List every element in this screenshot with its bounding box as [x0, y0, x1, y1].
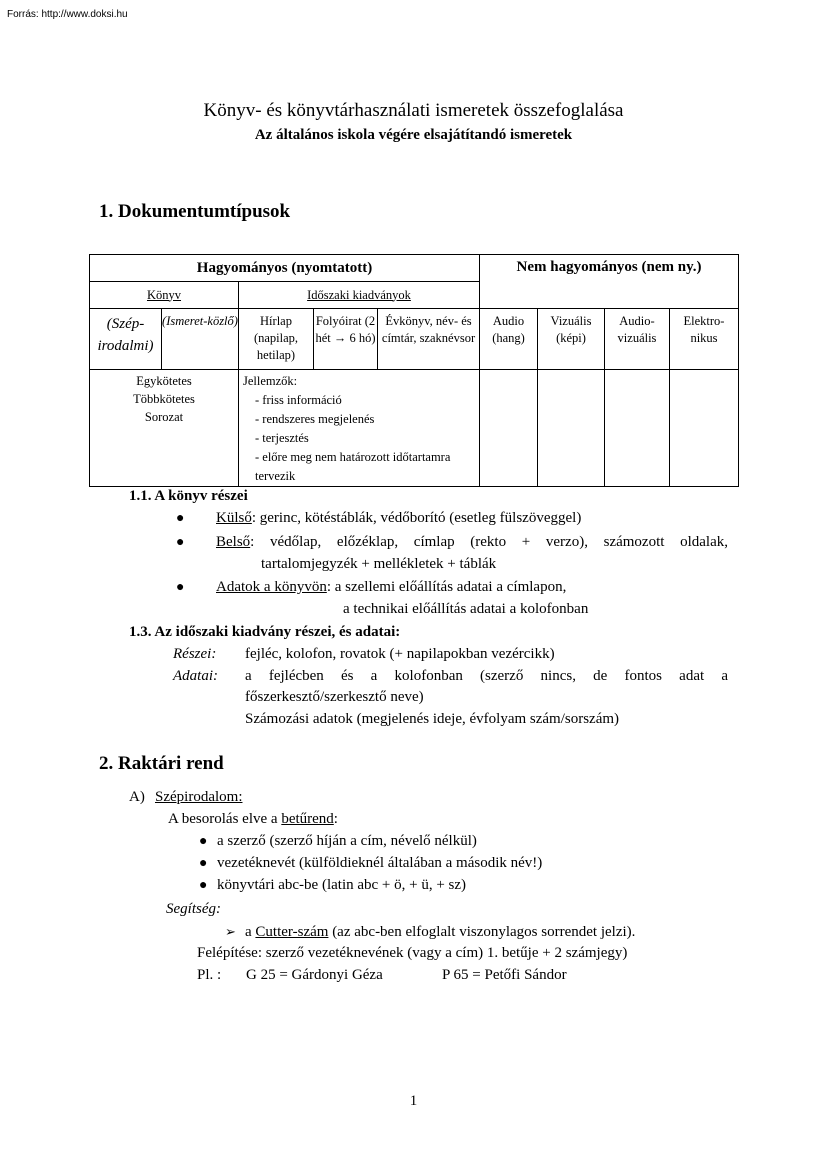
header-book: Könyv — [146, 287, 182, 302]
data-text: a fejlécben és a kolofonban (szerző nincs, de fontos adat a — [245, 668, 728, 684]
empty-cell — [480, 370, 538, 487]
sort-rule: könyvtári abc-be (latin abc + ö, + ü, + sz) — [217, 877, 467, 893]
page-title: Könyv- és könyvtárhasználati ismeretek összefoglalása — [203, 100, 624, 121]
type-journal: Folyóirat (2 hét → 6 hó) — [314, 309, 378, 370]
cutter-structure: Felépítése: szerző vezetéknevének (vagy a cím) 1. betűje + 2 számjegy) — [197, 945, 628, 961]
book-data: Adatok a könyvön: a szellemi előállítás adatai a címlapon, — [216, 579, 567, 595]
section-a-prefix: A) — [129, 789, 145, 805]
classification-principle: A besorolás elve a betűrend: — [168, 811, 338, 827]
source-url: Forrás: http://www.doksi.hu — [7, 9, 128, 20]
header-periodicals: Időszaki kiadványok — [307, 287, 411, 302]
type-audiovisual: Audio-vizuális — [605, 309, 670, 370]
type-electronic: Elektro-nikus — [670, 309, 739, 370]
sort-rule: a szerző (szerző híján a cím, névelő nélkül) — [217, 833, 477, 849]
sort-rule: vezetéknevét (külföldieknél általában a második név!) — [217, 855, 543, 871]
book-kind: Egykötetes — [136, 374, 192, 388]
bullet-icon: ● — [176, 535, 185, 550]
section1-heading: 1. Dokumentumtípusok — [99, 201, 291, 222]
type-visual: Vizuális (képi) — [538, 309, 605, 370]
bullet-icon: ● — [199, 878, 208, 893]
page-number: 1 — [409, 1093, 418, 1109]
data-text-cont: főszerkesztő/szerkesztő neve) — [245, 689, 424, 705]
book-kind: Többkötetes — [133, 392, 195, 406]
document-types-table — [89, 254, 739, 487]
feature-item: - előre meg nem határozott időtartamra — [255, 450, 451, 464]
parts-label: Részei: — [173, 646, 217, 662]
feature-item: - terjesztés — [255, 431, 309, 445]
page-subtitle: Az általános iskola végére elsajátítandó ismeretek — [254, 127, 573, 143]
example-gardonyi: G 25 = Gárdonyi Géza — [246, 967, 383, 983]
cutter-line: a Cutter-szám (az abc-ben elfoglalt viszonylagos sorrendet jelzi). — [245, 924, 636, 940]
arrow-bullet-icon: ➢ — [225, 924, 236, 939]
book-data-cont: a technikai előállítás adatai a kolofonban — [343, 601, 589, 617]
empty-cell — [538, 370, 605, 487]
book-part-outer: Külső: gerinc, kötéstáblák, védőborító (esetleg fülszöveggel) — [216, 510, 582, 526]
feature-item: tervezik — [255, 469, 296, 483]
numbering-text: Számozási adatok (megjelenés ideje, évfolyam szám/sorszám) — [245, 711, 620, 727]
parts-text: fejléc, kolofon, rovatok (+ napilapokban vezércikk) — [245, 646, 555, 662]
example-petofi: P 65 = Petőfi Sándor — [442, 967, 567, 983]
type-informative: (Ismeret-közlő) — [162, 309, 239, 370]
empty-cell — [670, 370, 739, 487]
book-kind: Sorozat — [144, 410, 184, 424]
subsection-1-3-heading: 1.3. Az időszaki kiadvány részei, és adatai: — [129, 624, 401, 640]
data-label: Adatai: — [173, 668, 218, 684]
type-literary: (Szép-irodalmi) — [90, 309, 162, 370]
feature-item: - rendszeres megjelenés — [255, 412, 375, 426]
header-traditional: Hagyományos (nyomtatott) — [90, 255, 480, 282]
features-label: Jellemzők: — [243, 374, 298, 388]
bullet-icon: ● — [199, 856, 208, 871]
section2-heading: 2. Raktári rend — [99, 753, 224, 774]
bullet-icon: ● — [176, 580, 185, 595]
section-a-label: Szépirodalom: — [155, 789, 243, 805]
example-label: Pl. : — [197, 967, 222, 983]
bullet-icon: ● — [176, 511, 185, 526]
type-newspaper: Hírlap (napilap, hetilap) — [239, 309, 314, 370]
feature-item: - friss információ — [255, 393, 342, 407]
book-part-inner-cont: tartalomjegyzék + mellékletek + táblák — [261, 556, 497, 572]
empty-cell — [605, 370, 670, 487]
book-part-inner: Belső: védőlap, előzéklap, címlap (rekto + verzo), számozott oldalak, — [216, 534, 728, 550]
subsection-1-1-heading: 1.1. A könyv részei — [129, 488, 248, 504]
type-audio: Audio (hang) — [480, 309, 538, 370]
periodical-features-cell — [239, 370, 480, 487]
book-kinds-cell — [90, 370, 239, 487]
header-nontraditional: Nem hagyományos (nem ny.) — [480, 255, 739, 309]
bullet-icon: ● — [199, 834, 208, 849]
help-label: Segítség: — [166, 901, 221, 917]
type-yearbook: Évkönyv, név- és címtár, szaknévsor — [378, 309, 480, 370]
